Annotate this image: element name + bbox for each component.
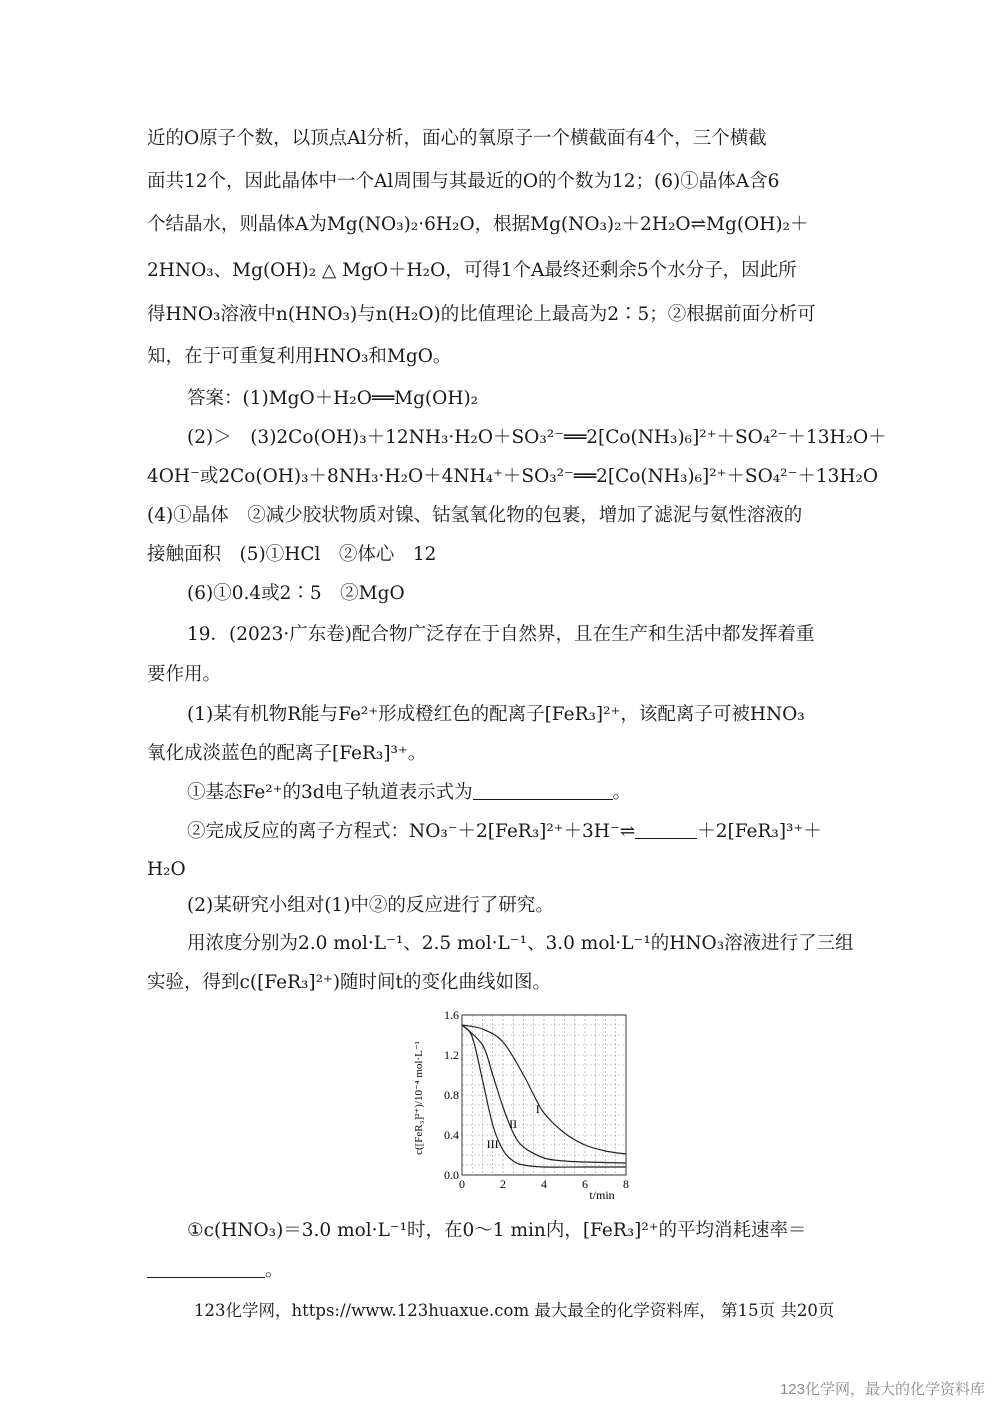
question-19-line-5: ①基态Fe²⁺的3d电子轨道表示式为 。	[187, 782, 632, 803]
explanation-line-1: 近的O原子个数，以顶点Al分析，面心的氧原子一个横截面有4个，三个横截	[147, 128, 767, 149]
question-19-line-5-text: ①基态Fe²⁺的3d电子轨道表示式为	[187, 782, 473, 803]
x-tick-label: 8	[623, 1177, 629, 1191]
chart-y-label: c([FeR₃]²⁺)/10⁻⁴ mol·L⁻¹	[413, 1041, 425, 1155]
question-19-line-10: 实验，得到c([FeR₃]²⁺)随时间t的变化曲线如图。	[147, 972, 551, 993]
curve-label-ii: II	[509, 1117, 518, 1131]
curve-label-i: I	[535, 1102, 540, 1116]
answer-line-3: 4OH⁻或2Co(OH)₃＋8NH₃·H₂O＋4NH₄⁺＋SO₃²⁻══2[Co(NH₃)₆]²⁺＋SO₄²⁻＋13H₂O	[147, 466, 879, 487]
answer-line-5: 接触面积 (5)①HCl ②体心 12	[147, 544, 437, 565]
question-19-line-6: ②完成反应的离子方程式：NO₃⁻＋2[FeR₃]²⁺＋3H⁻⇌ ＋2[FeR₃]³⁺＋	[187, 821, 822, 842]
explanation-line-5: 得HNO₃溶液中n(HNO₃)与n(H₂O)的比值理论上最高为2∶5；②根据前面分析可	[147, 304, 816, 325]
answer-blank-rate[interactable]	[147, 1259, 265, 1278]
page-footer: 123化学网，https://www.123huaxue.com 最大最全的化学资料库， 第15页 共20页	[194, 1301, 835, 1320]
curve-label-iii: III	[486, 1137, 499, 1151]
question-19-line-8: (2)某研究小组对(1)中②的反应进行了研究。	[187, 895, 554, 916]
question-19-line-4: 氧化成淡蓝色的配离子[FeR₃]³⁺。	[147, 743, 427, 764]
y-tick-label: 1.2	[444, 1048, 459, 1062]
watermark: 123化学网，最大的化学资料库	[779, 1381, 985, 1398]
question-19-line-11	[147, 1218, 807, 1244]
explanation-line-2: 面共12个，因此晶体中一个Al周围与其最近的O的个数为12；(6)①晶体A含6	[147, 171, 780, 192]
question-19-line-3: (1)某有机物R能与Fe²⁺形成橙红色的配离子[FeR₃]²⁺，该配离子可被HNO₃	[187, 704, 805, 725]
answer-line-6: (6)①0.4或2∶5 ②MgO	[187, 583, 405, 604]
chart-x-label: t/min	[589, 1188, 615, 1202]
answer-line-4: (4)①晶体 ②减少胶状物质对镍、钴氢氧化物的包裹，增加了滤泥与氨性溶液的	[147, 505, 803, 526]
question-19-line-6-text: ②完成反应的离子方程式：NO₃⁻＋2[FeR₃]²⁺＋3H⁻⇌	[187, 821, 636, 842]
y-tick-label: 0.0	[444, 1168, 459, 1182]
question-19-line-1: 19．(2023·广东卷)配合物广泛存在于自然界，且在生产和生活中都发挥着重	[187, 624, 815, 645]
question-19-line-12: 。	[147, 1258, 284, 1284]
question-19-line-7: H₂O	[147, 859, 186, 880]
answer-blank-orbital[interactable]	[473, 781, 613, 800]
chart-grid	[462, 1015, 626, 1175]
explanation-line-4: 2HNO₃、Mg(OH)₂ △ MgO＋H₂O，可得1个A最终还剩余5个水分子，因此所	[147, 260, 797, 281]
concentration-time-chart	[400, 1003, 640, 1208]
x-tick-label: 2	[500, 1177, 506, 1191]
explanation-line-3: 个结晶水，则晶体A为Mg(NO₃)₂·6H₂O，根据Mg(NO₃)₂＋2H₂O⇌Mg(OH)₂＋	[147, 214, 809, 235]
explanation-line-6: 知，在于可重复利用HNO₃和MgO。	[147, 346, 452, 367]
question-19-line-11-text: ①c(HNO₃)＝3.0 mol·L⁻¹时，在0～1 min内，[FeR₃]²⁺的平均消耗速率＝	[187, 1220, 807, 1241]
x-tick-label: 4	[541, 1177, 547, 1191]
x-tick-label: 0	[459, 1177, 465, 1191]
answer-blank-product[interactable]	[635, 820, 697, 839]
y-tick-label: 0.8	[444, 1088, 459, 1102]
answer-line-1: 答案：(1)MgO＋H₂O══Mg(OH)₂	[187, 388, 479, 409]
question-19-line-2: 要作用。	[147, 664, 222, 685]
y-tick-label: 0.4	[444, 1128, 459, 1142]
x-tick-label: 6	[582, 1177, 588, 1191]
question-19-line-9: 用浓度分别为2.0 mol·L⁻¹、2.5 mol·L⁻¹、3.0 mol·L⁻¹的HNO₃溶液进行了三组	[187, 933, 854, 954]
y-tick-label: 1.6	[444, 1008, 459, 1022]
answer-line-2: (2)＞ (3)2Co(OH)₃＋12NH₃·H₂O＋SO₃²⁻══2[Co(NH₃)₆]²⁺＋SO₄²⁻＋13H₂O＋	[187, 427, 887, 448]
